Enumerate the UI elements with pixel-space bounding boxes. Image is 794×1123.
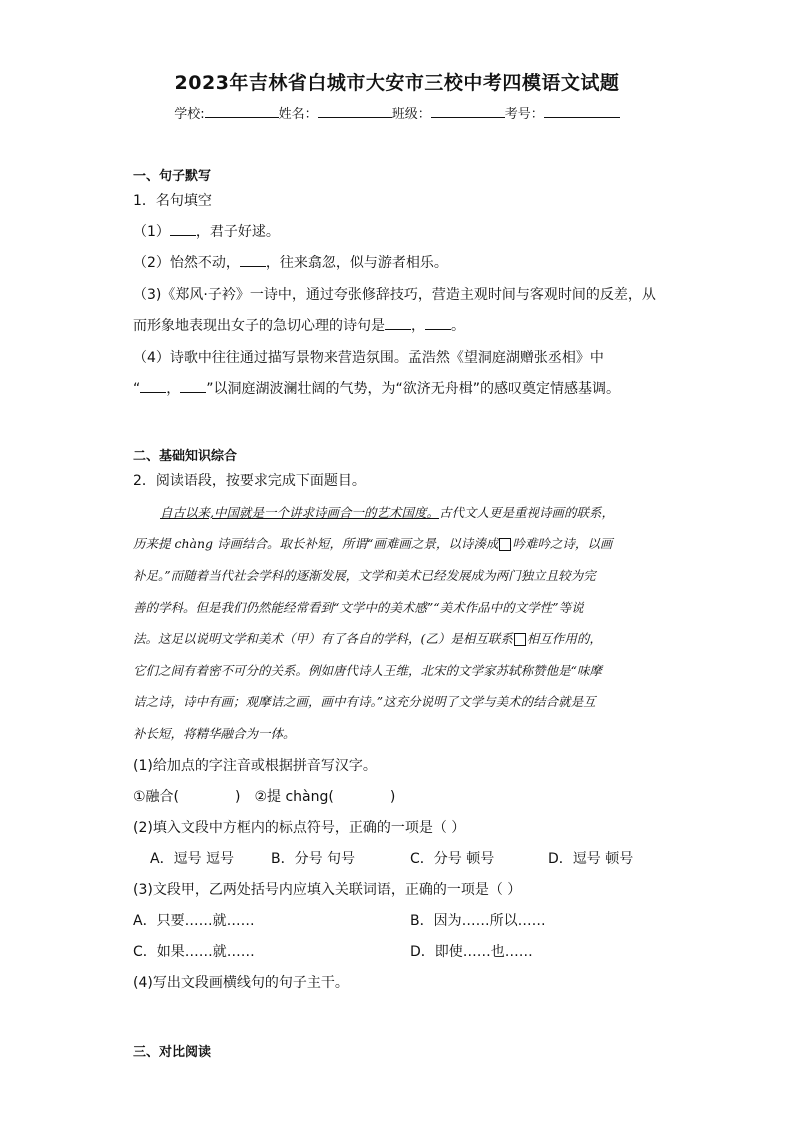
passage-line-2 (133, 534, 612, 552)
exam-no-label: 考号： (504, 107, 544, 122)
passage-text: 古代文人更是重视诗画的联系， (438, 505, 614, 520)
q1-line-5: （4）诗歌中往往通过描写景物来营造氛围。孟浩然《望洞庭湖赠张丞相》中 (133, 350, 604, 366)
sub-question-1-items (133, 787, 395, 807)
comma: ， (166, 381, 181, 397)
passage-text: 相互作用的， (526, 631, 602, 646)
option-c[interactable]: C．分号 顿号 (410, 851, 495, 867)
sub-question-2: (2)填入文段中方框内的标点符号，正确的一项是（ ） (133, 820, 466, 836)
q1-1-text: ，君子好逑。 (195, 224, 280, 240)
q1-line-3: （3)《郑风·子衿》一诗中，通过夸张修辞技巧，营造主观时间与客观时间的反差，从 (133, 287, 656, 303)
sub-question-4: (4)写出文段画横线句的句子主干。 (133, 975, 349, 991)
q1-6-text: ”以洞庭湖波澜壮阔的气势，为“欲济无舟楫”的感叹奠定情感基调。 (206, 381, 621, 397)
section-heading-2: 二、基础知识综合 (133, 449, 238, 464)
option-d[interactable]: D．即使……也…… (410, 944, 533, 960)
class-label: 班级： (391, 107, 431, 122)
q1-line-1 (133, 222, 280, 242)
q1-2-prefix: （2）怡然不动， (133, 255, 240, 271)
underlined-sentence: 自古以来,中国就是一个讲求诗画合一的艺术国度。 (160, 505, 439, 520)
passage-text: 吟难吟之诗，以画 (512, 536, 613, 551)
school-blank[interactable] (205, 103, 279, 118)
paren: ) (235, 789, 241, 805)
q1-1-prefix: （1） (133, 224, 170, 240)
q1-4-text: 而形象地表现出女子的急切心理的诗句是 (133, 318, 385, 334)
item-ronghe: ①融合( (133, 789, 180, 805)
paren: ) (389, 789, 396, 805)
q1-4-comma: ， (411, 318, 425, 334)
q1-line-4 (133, 316, 465, 336)
q1-line-2 (133, 253, 448, 273)
section-heading-1: 一、句子默写 (133, 169, 212, 184)
passage-line-8: 补长短，将精华融合为一体。 (133, 726, 296, 741)
item-chang: ②提 chàng( (254, 789, 334, 805)
question-2: 2．阅读语段，按要求完成下面题目。 (133, 473, 366, 489)
option-b[interactable]: B．分号 句号 (271, 851, 356, 867)
name-blank[interactable] (318, 103, 392, 118)
fill-blank[interactable] (140, 380, 166, 393)
passage-text: 法。这足以说明文学和美术（甲）有了各自的学科，(乙）是相互联系 (133, 631, 513, 646)
passage-line-6: 它们之间有着密不可分的关系。例如唐代诗人王维，北宋的文学家苏轼称赞他是“味摩 (133, 663, 602, 678)
punctuation-box[interactable] (499, 538, 511, 551)
fill-blank[interactable] (240, 254, 266, 267)
q1-line-6 (133, 379, 620, 399)
fill-blank[interactable] (180, 380, 206, 393)
passage-line-4: 善的学科。但是我们仍然能经常看到“文学中的美术感”“美术作品中的文学性”等说 (133, 600, 584, 615)
section-heading-3: 三、对比阅读 (133, 1045, 212, 1060)
fill-blank[interactable] (385, 317, 411, 330)
option-a[interactable]: A．只要……就…… (133, 913, 255, 929)
open-quote: “ (133, 381, 141, 397)
fill-blank[interactable] (170, 223, 196, 236)
passage-text: 历来提 chàng 诗画结合。取长补短，所谓“画难画之景，以诗湊成 (133, 536, 499, 551)
option-d[interactable]: D．逗号 顿号 (548, 851, 634, 867)
class-blank[interactable] (431, 103, 505, 118)
name-label: 姓名： (278, 107, 318, 122)
exam-no-blank[interactable] (544, 103, 620, 118)
passage-line-1 (160, 503, 614, 521)
q1-4-end: 。 (451, 318, 465, 334)
passage-line-5 (133, 629, 602, 647)
option-c[interactable]: C．如果……就…… (133, 944, 255, 960)
punctuation-box[interactable] (514, 633, 526, 646)
sub-question-3: (3)文段甲，乙两处括号内应填入关联词语，正确的一项是（ ） (133, 882, 522, 898)
page-title: 2023年吉林省白城市大安市三校中考四模语文试题 (174, 72, 620, 94)
question-1: 1．名句填空 (133, 193, 212, 209)
passage-line-7: 诘之诗，诗中有画；观摩诘之画，画中有诗。”这充分说明了文学与美术的结合就是互 (133, 694, 596, 709)
fill-blank[interactable] (425, 317, 451, 330)
option-b[interactable]: B．因为……所以…… (410, 913, 546, 929)
q1-2-text: ，往来翕忽，似与游者相乐。 (265, 255, 448, 271)
school-label: 学校: (174, 107, 205, 122)
passage-line-3: 补足。”而随着当代社会学科的逐渐发展，文学和美术已经发展成为两门独立且较为完 (133, 568, 596, 583)
student-info-line (0, 103, 794, 122)
sub-question-1: (1)给加点的字注音或根据拼音写汉字。 (133, 758, 377, 774)
option-a[interactable]: A．逗号 逗号 (150, 851, 235, 867)
